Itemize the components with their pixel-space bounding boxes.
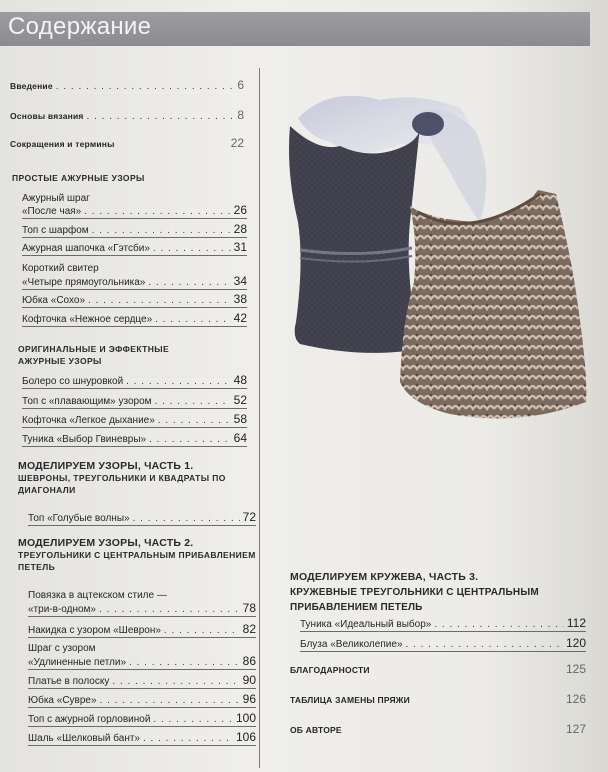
toc-page-number: 28 [233, 222, 247, 236]
section-heading-simple: ПРОСТЫЕ АЖУРНЫЕ УЗОРЫ [12, 173, 145, 183]
toc-page-number: 38 [233, 292, 247, 306]
toc-entry-lace-neck-top[interactable] [28, 711, 256, 727]
leader-dots [99, 604, 240, 615]
toc-label: «После чая» [22, 206, 82, 217]
toc-label: Блуза «Великолепие» [300, 639, 403, 650]
toc-label: ОБ АВТОРЕ [290, 725, 342, 735]
leader-dots [405, 639, 563, 650]
leader-dots [129, 657, 240, 668]
toc-label: Топ с «плавающим» узором [22, 396, 152, 407]
heading-line: АЖУРНЫЕ УЗОРЫ [18, 356, 102, 366]
toc-page-number: 106 [235, 730, 256, 744]
leader-dots [149, 434, 231, 445]
toc-label: Топ «Голубые волны» [28, 513, 130, 524]
leader-dots [153, 243, 231, 254]
toc-entry-shrug[interactable] [22, 203, 247, 219]
toc-page-number: 96 [242, 692, 256, 706]
toc-label: Кофточка «Легкое дыхание» [22, 415, 155, 426]
toc-entry-tunic-guinevere[interactable] [22, 431, 247, 447]
toc-page-number: 125 [565, 662, 586, 676]
toc-label: Основы вязания [10, 111, 84, 121]
toc-label-first-line: Ажурный шраг [22, 193, 90, 204]
section-heading-part2 [18, 537, 256, 573]
toc-label: Туника «Выбор Гвиневры» [22, 434, 147, 445]
toc-entry-sweater[interactable] [22, 274, 247, 290]
toc-page-number: 72 [242, 510, 256, 524]
toc-page-number: 90 [242, 673, 256, 687]
toc-page-number: 86 [242, 654, 256, 668]
toc-label-first-line: Короткий свитер [22, 263, 99, 274]
toc-label: Введение [10, 81, 53, 91]
section-heading-original [18, 343, 169, 367]
toc-page-number: 64 [233, 431, 247, 445]
toc-label: «Четыре прямоугольника» [22, 277, 146, 288]
toc-page-number: 34 [233, 274, 247, 288]
toc-page-number: 31 [233, 240, 247, 254]
leader-dots [164, 625, 240, 636]
toc-page-number: 127 [565, 722, 586, 736]
toc-page-number: 100 [235, 711, 256, 725]
toc-page-number: 112 [566, 616, 586, 630]
toc-entry-acknowledgements[interactable] [290, 662, 586, 677]
toc-entry-silk-bow-shawl[interactable] [28, 730, 256, 746]
toc-entry-skirt-soho[interactable] [22, 292, 247, 308]
heading-line: МОДЕЛИРУЕМ УЗОРЫ, ЧАСТЬ 2. [18, 537, 194, 549]
toc-page-number: 8 [237, 108, 244, 122]
leader-dots [126, 376, 230, 387]
toc-page-number: 120 [565, 636, 586, 650]
heading-line: ТРЕУГОЛЬНИКИ С ЦЕНТРАЛЬНЫМ ПРИБАВЛЕНИЕМ [18, 550, 256, 560]
toc-label: Шаль «Шелковый бант» [28, 733, 140, 744]
toc-entry-skirt-suvre[interactable] [28, 692, 256, 708]
toc-entry-top-scarf[interactable] [22, 222, 247, 238]
toc-page-number: 52 [233, 393, 247, 407]
leader-dots [92, 225, 231, 236]
toc-label: БЛАГОДАРНОСТИ [290, 665, 370, 675]
leader-dots [112, 676, 239, 687]
toc-entry-long-loops-shrug[interactable] [28, 654, 256, 670]
toc-entry-ideal-tunic[interactable] [300, 616, 586, 632]
heading-line: ПРИБАВЛЕНИЕМ ПЕТЕЛЬ [290, 602, 423, 613]
leader-dots [87, 111, 235, 122]
leader-dots [143, 733, 233, 744]
toc-label-first-line: Повязка в ацтекском стиле — [28, 590, 167, 601]
toc-entry-aztec[interactable] [28, 601, 256, 617]
toc-label: Сокращения и термины [10, 139, 115, 149]
toc-entry-abbreviations[interactable] [10, 136, 244, 151]
toc-entry-chevron-cape[interactable] [28, 622, 256, 638]
toc-page-number: 82 [242, 622, 256, 636]
toc-label: Платье в полоску [28, 676, 110, 687]
heading-line: ШЕВРОНЫ, ТРЕУГОЛЬНИКИ И КВАДРАТЫ ПО [18, 473, 226, 483]
toc-label: «три-в-одном» [28, 604, 96, 615]
toc-label: «Удлиненные петли» [28, 657, 127, 668]
toc-entry-light-breath[interactable] [22, 412, 247, 428]
section-heading-part1 [18, 460, 226, 496]
toc-page-number: 126 [565, 692, 586, 706]
heading-line: ПЕТЕЛЬ [18, 562, 56, 572]
page-title: Содержание [8, 13, 152, 40]
toc-page-number: 48 [233, 373, 247, 387]
toc-label: Топ с шарфом [22, 225, 89, 236]
toc-label: Болеро со шнуровкой [22, 376, 124, 387]
leader-dots [155, 314, 230, 325]
toc-entry-splendor-blouse[interactable] [300, 636, 586, 652]
toc-page-number: 42 [233, 311, 247, 325]
toc-page-number: 22 [230, 136, 244, 150]
toc-label: Ажурная шапочка «Гэтсби» [22, 243, 150, 254]
heading-line: КРУЖЕВНЫЕ ТРЕУГОЛЬНИКИ С ЦЕНТРАЛЬНЫМ [290, 587, 539, 598]
heading-line: ДИАГОНАЛИ [18, 485, 76, 495]
leader-dots [84, 206, 230, 217]
toc-page-number: 78 [242, 601, 256, 615]
toc-entry-yarn-table[interactable] [290, 692, 586, 707]
toc-label: ТАБЛИЦА ЗАМЕНЫ ПРЯЖИ [290, 695, 410, 705]
toc-label: Кофточка «Нежное сердце» [22, 314, 153, 325]
section-heading-part3 [290, 570, 590, 615]
leader-dots [88, 295, 231, 306]
heading-line: ОРИГИНАЛЬНЫЕ И ЭФФЕКТНЫЕ [18, 344, 170, 354]
toc-label: Топ с ажурной горловиной [28, 714, 151, 725]
toc-label: Юбка «Сохо» [22, 295, 86, 306]
toc-entry-bolero[interactable] [22, 373, 247, 389]
leader-dots [148, 277, 230, 288]
toc-entry-about-author[interactable] [290, 722, 586, 737]
toc-entry-intro[interactable] [10, 78, 244, 93]
leader-dots [56, 81, 235, 92]
toc-entry-floating-top[interactable] [22, 393, 247, 409]
toc-label-first-line: Шраг с узором [28, 643, 96, 654]
column-divider [259, 68, 260, 768]
knitted-tops-photo [270, 82, 608, 427]
toc-page-number: 58 [233, 412, 247, 426]
heading-line: МОДЕЛИРУЕМ КРУЖЕВА, ЧАСТЬ 3. [290, 571, 479, 583]
toc-label: Туника «Идеальный выбор» [300, 619, 432, 630]
leader-dots [133, 513, 240, 524]
toc-page-number: 26 [233, 203, 247, 217]
toc-entry-blouse-heart[interactable] [22, 311, 247, 327]
leader-dots [158, 415, 231, 426]
heading-line: МОДЕЛИРУЕМ УЗОРЫ, ЧАСТЬ 1. [18, 460, 194, 472]
dark-top-shape [289, 126, 420, 353]
leader-dots [434, 619, 564, 630]
leader-dots [155, 396, 231, 407]
toc-label: Накидка с узором «Шеврон» [28, 625, 161, 636]
toc-entry-striped-dress[interactable] [28, 673, 256, 689]
toc-entry-blue-waves[interactable] [28, 510, 256, 526]
leader-dots [100, 695, 240, 706]
brown-top-shape [400, 190, 586, 418]
toc-label: Юбка «Сувре» [28, 695, 97, 706]
toc-entry-hat[interactable] [22, 240, 247, 256]
leader-dots [153, 714, 233, 725]
toc-page-number: 6 [237, 78, 244, 92]
toc-entry-basics[interactable] [10, 108, 244, 123]
